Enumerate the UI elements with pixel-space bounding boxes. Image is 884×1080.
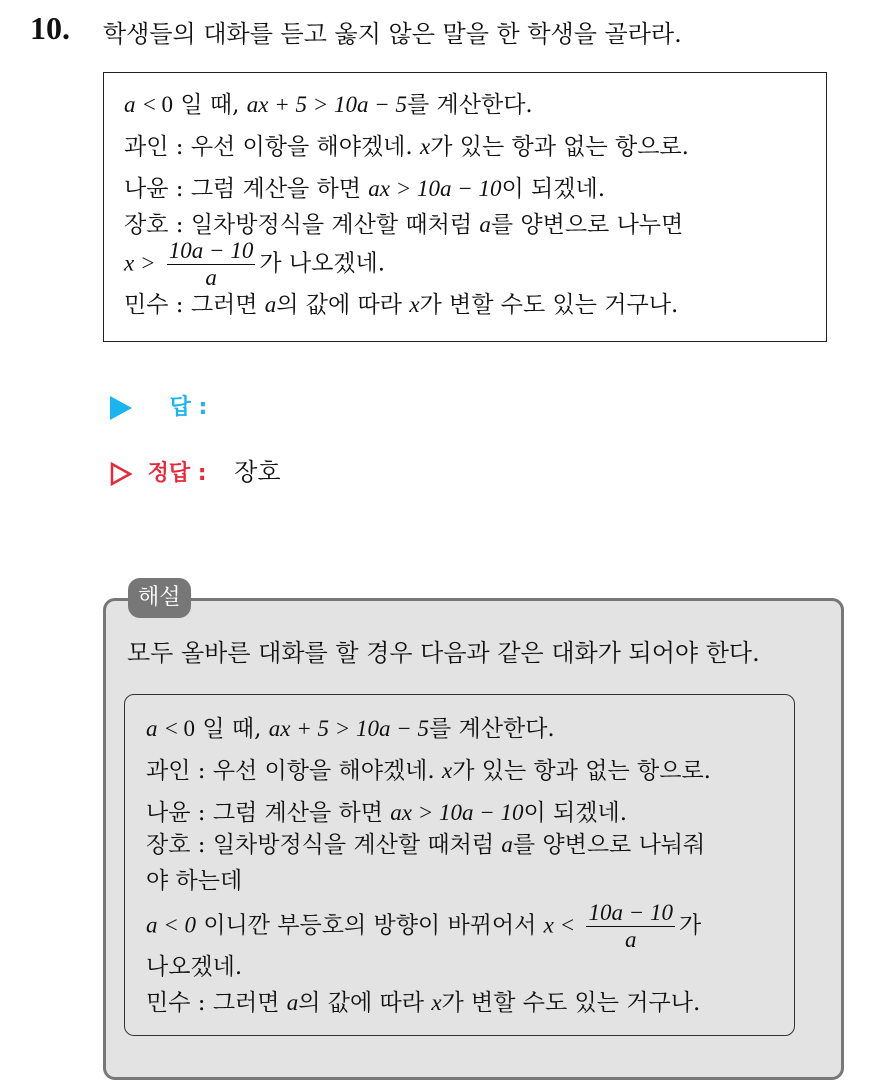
correct-answer-label: 정답 :	[147, 461, 207, 486]
question-text: 학생들의 대화를 듣고 옳지 않은 말을 한 학생을 골라라.	[103, 20, 682, 48]
answer-label: 답 :	[169, 395, 208, 420]
play-triangle-icon	[110, 396, 132, 420]
outline-triangle-icon	[110, 462, 132, 486]
solution-gwain-line: 과인 : 우선 이항을 해야겠네. x가 있는 항과 없는 항으로.	[146, 758, 711, 784]
solution-jangho-line-4: 나오겠네.	[146, 954, 243, 980]
fraction: $\frac{10a - 10}{a}$	[168, 238, 254, 290]
solution-jangho-line: 장호 : 일차방정식을 계산할 때처럼 a를 양변으로 나눠줘	[146, 832, 706, 858]
solution-jangho-fraction-line: a < 0 이니깐 부등호의 방향이 바뀌어서 x < $\frac{10a - 10}{a}$ 가	[146, 900, 702, 952]
correct-answer-value: 장호	[234, 458, 281, 486]
problem-gwain-line: 과인 : 우선 이항을 해야겠네. x가 있는 항과 없는 항으로.	[124, 134, 689, 160]
problem-jangho-fraction-line: x > $\frac{10a - 10}{a}$ 가 나오겠네.	[124, 238, 386, 290]
answer-row	[110, 390, 207, 421]
solution-tab: 해설	[128, 578, 191, 618]
solution-inner-box	[124, 694, 795, 1036]
problem-jangho-line: 장호 : 일차방정식을 계산할 때처럼 a를 양변으로 나누면	[124, 212, 684, 238]
fraction: $\frac{10a - 10}{a}$	[588, 900, 673, 952]
problem-minsu-line: 민수 : 그러면 a의 값에 따라 x가 변할 수도 있는 거구나.	[124, 292, 679, 318]
solution-intro-line: a < 0 일 때, ax + 5 > 10a − 5를 계산한다.	[146, 716, 555, 742]
solution-intro: 모두 올바른 대화를 할 경우 다음과 같은 대화가 되어야 한다.	[127, 639, 760, 667]
correct-answer-row	[110, 452, 281, 487]
solution-nayun-line: 나윤 : 그럼 계산을 하면 ax > 10a − 10이 되겠네.	[146, 800, 628, 826]
solution-minsu-line: 민수 : 그러면 a의 값에 따라 x가 변할 수도 있는 거구나.	[146, 990, 701, 1016]
problem-intro-line: a < 0 일 때, ax + 5 > 10a − 5를 계산한다.	[124, 92, 533, 118]
solution-jangho-line-2: 야 하는데	[146, 868, 243, 894]
question-number: 10.	[30, 10, 70, 46]
problem-nayun-line: 나윤 : 그럼 계산을 하면 ax > 10a − 10이 되겠네.	[124, 176, 606, 202]
